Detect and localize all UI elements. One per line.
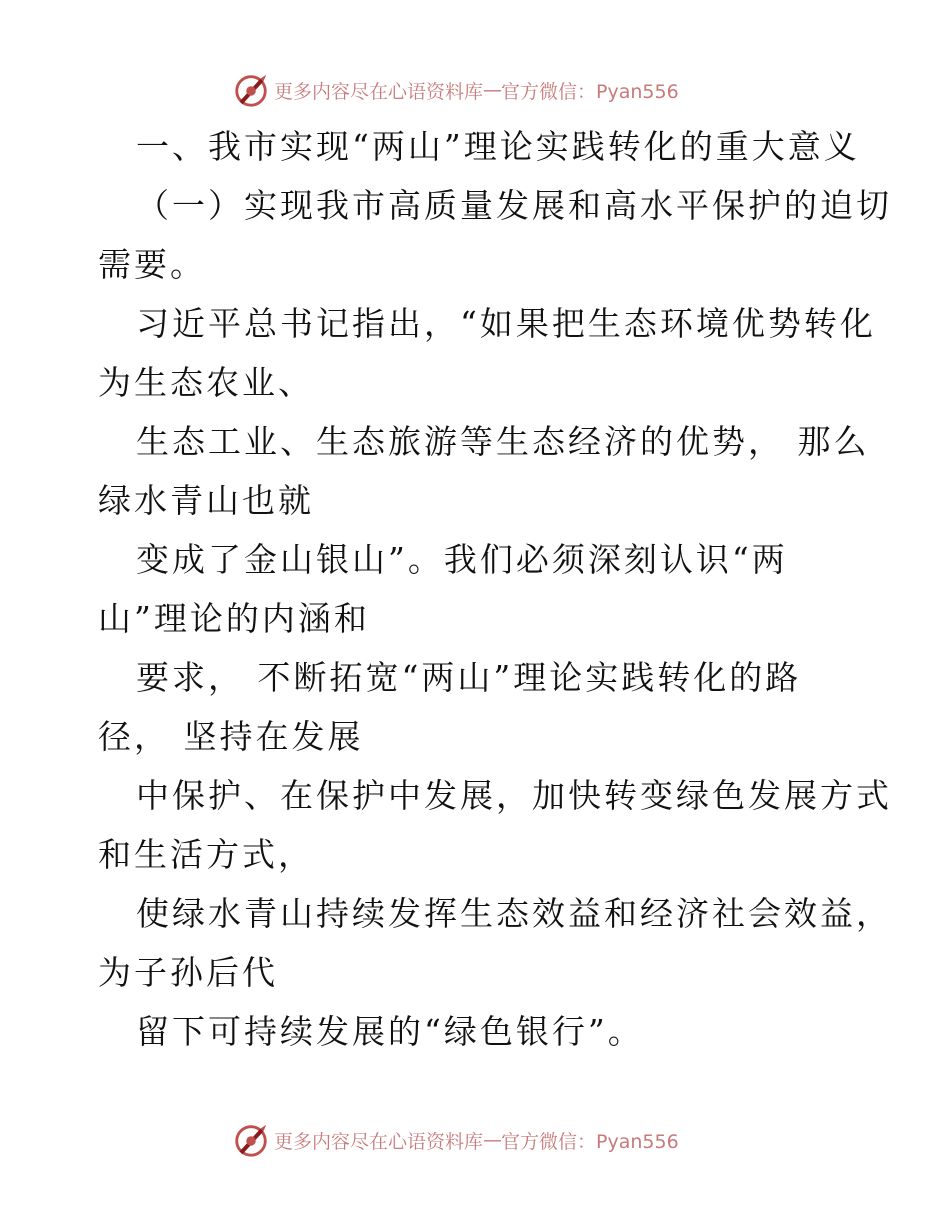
paragraph-line: 使绿水青山持续发挥生态效益和经济社会效益， <box>136 894 892 933</box>
header-wechat-text: 官方微信：Pyan556 <box>501 80 679 103</box>
paragraph-line: 山”理论的内涵和 <box>98 599 370 638</box>
paragraph-line: 和生活方式， <box>98 835 314 874</box>
paragraph-line: 生态工业、生态旅游等生态经济的优势， 那么 <box>136 422 870 461</box>
quill-pen-seal-icon <box>232 1121 270 1159</box>
quill-pen-seal-icon <box>232 71 270 109</box>
paragraph-line: 为子孙后代 <box>98 953 278 992</box>
footer-separator: — <box>483 1129 502 1151</box>
footer-watermark <box>232 1120 679 1160</box>
footer-site-text: 更多内容尽在心语资料库 <box>274 1130 484 1153</box>
footer-wechat-text: 官方微信：Pyan556 <box>501 1130 679 1153</box>
section-heading: 一、我市实现“两山”理论实践转化的重大意义 <box>136 127 860 166</box>
subsection-heading-continued: 需要。 <box>98 245 206 284</box>
header-separator: — <box>483 79 502 101</box>
paragraph-line: 要求， 不断拓宽“两山”理论实践转化的路 <box>136 658 802 697</box>
paragraph-line: 变成了金山银山”。我们必须深刻认识“两 <box>136 540 788 579</box>
paragraph-line: 径， 坚持在发展 <box>98 717 364 756</box>
subsection-heading: （一）实现我市高质量发展和高水平保护的迫切 <box>136 186 892 225</box>
paragraph-line: 为生态农业、 <box>98 363 314 402</box>
header-site-text: 更多内容尽在心语资料库 <box>274 80 484 103</box>
header-watermark <box>232 70 679 110</box>
paragraph-line: 习近平总书记指出，“如果把生态环境优势转化 <box>136 304 876 343</box>
paragraph-line: 留下可持续发展的“绿色银行”。 <box>136 1012 644 1051</box>
paragraph-line: 绿水青山也就 <box>98 481 314 520</box>
paragraph-line: 中保护、在保护中发展，加快转变绿色发展方式 <box>136 776 892 815</box>
